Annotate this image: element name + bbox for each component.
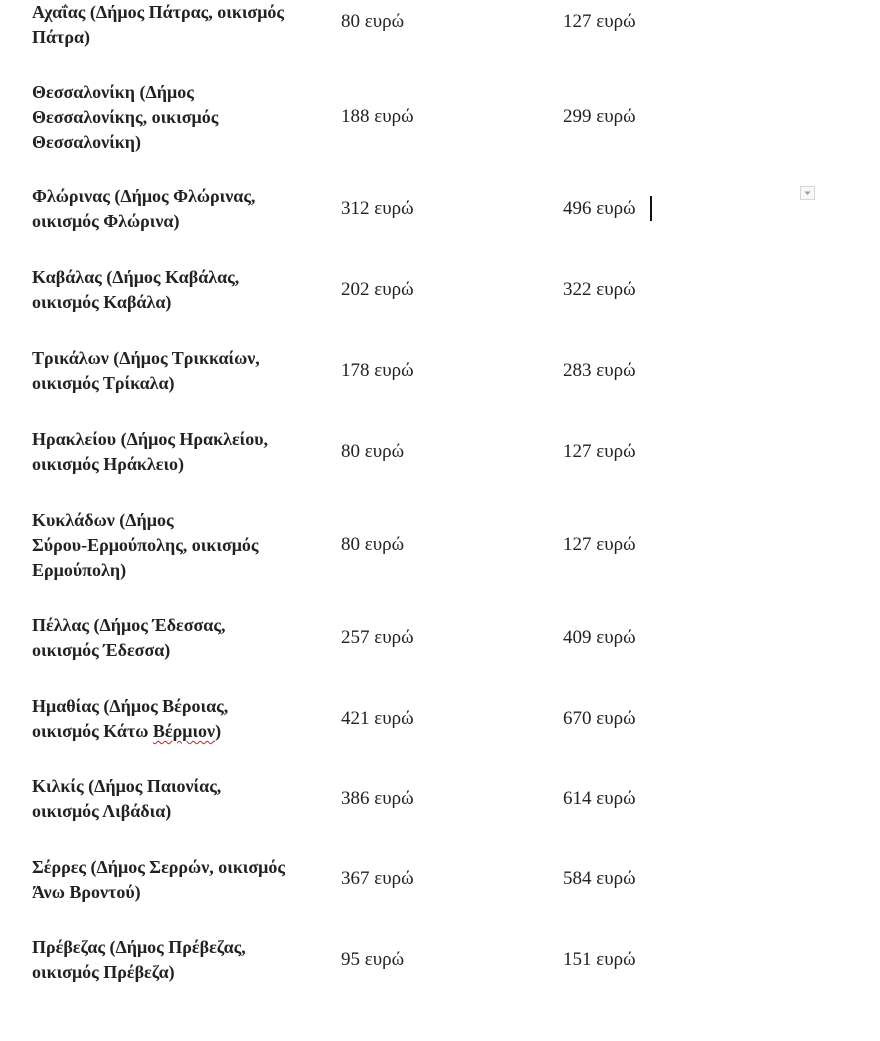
prefecture-line: Σύρου-Ερμούπολης, οικισμός: [32, 535, 259, 555]
prefecture-cell[interactable]: [32, 855, 337, 905]
prefecture-cell[interactable]: [32, 265, 337, 315]
price-cell-1[interactable]: 80 ευρώ: [341, 441, 405, 462]
prefecture-line: οικισμός Έδεσσα): [32, 640, 171, 660]
price-cell-2[interactable]: 584 ευρώ: [563, 868, 636, 889]
prefecture-line: οικισμός Φλώρινα): [32, 211, 180, 231]
price-cell-1[interactable]: 202 ευρώ: [341, 279, 414, 300]
price-cell-2[interactable]: 670 ευρώ: [563, 708, 636, 729]
prefecture-line: Τρικάλων (Δήμος Τρικκαίων,: [32, 348, 260, 368]
prefecture-line: Κυκλάδων (Δήμος: [32, 510, 174, 530]
price-cell-2[interactable]: 496 ευρώ: [563, 198, 636, 219]
price-cell-1[interactable]: 312 ευρώ: [341, 198, 414, 219]
prefecture-line: οικισμός Ηράκλειο): [32, 454, 185, 474]
price-cell-2[interactable]: 299 ευρώ: [563, 106, 636, 127]
price-cell-1[interactable]: 80 ευρώ: [341, 534, 405, 555]
prefecture-cell[interactable]: [32, 427, 337, 477]
prefecture-line: Πάτρα): [32, 27, 91, 47]
prefecture-cell[interactable]: [32, 694, 337, 744]
price-cell-1[interactable]: 95 ευρώ: [341, 949, 405, 970]
prefecture-line: οικισμός Πρέβεζα): [32, 962, 175, 982]
price-cell-1[interactable]: 188 ευρώ: [341, 106, 414, 127]
price-cell-2[interactable]: 283 ευρώ: [563, 360, 636, 381]
price-cell-2[interactable]: 614 ευρώ: [563, 788, 636, 809]
prefecture-line: Πρέβεζας (Δήμος Πρέβεζας,: [32, 937, 246, 957]
prefecture-line: Καβάλας (Δήμος Καβάλας,: [32, 267, 240, 287]
text-cursor: [650, 196, 652, 221]
prefecture-line: Κιλκίς (Δήμος Παιονίας,: [32, 776, 222, 796]
prefecture-cell[interactable]: [32, 613, 337, 663]
prefecture-cell[interactable]: [32, 184, 337, 234]
prefecture-line: Άνω Βροντού): [32, 882, 141, 902]
prefecture-line: οικισμός Τρίκαλα): [32, 373, 175, 393]
price-cell-1[interactable]: 386 ευρώ: [341, 788, 414, 809]
cell-dropdown-button[interactable]: [800, 186, 815, 200]
prefecture-line: οικισμός Καβάλα): [32, 292, 172, 312]
prefecture-cell[interactable]: [32, 508, 337, 583]
prefecture-cell[interactable]: [32, 80, 337, 155]
prefecture-line: Ερμούπολη): [32, 560, 127, 580]
price-cell-2[interactable]: 151 ευρώ: [563, 949, 636, 970]
prefecture-line: οικισμός Κάτω Βέρμιον): [32, 721, 222, 741]
prefecture-cell[interactable]: [32, 774, 337, 824]
price-cell-1[interactable]: 421 ευρώ: [341, 708, 414, 729]
prefecture-cell[interactable]: [32, 346, 337, 396]
price-cell-2[interactable]: 127 ευρώ: [563, 11, 636, 32]
spellcheck-underline: Βέρμιον: [152, 721, 216, 741]
prefecture-line: Θεσσαλονίκη): [32, 132, 141, 152]
prefecture-line: Θεσσαλονίκης, οικισμός: [32, 107, 219, 127]
price-cell-2[interactable]: 127 ευρώ: [563, 534, 636, 555]
prefecture-line: Ημαθίας (Δήμος Βέροιας,: [32, 696, 229, 716]
price-cell-2[interactable]: 322 ευρώ: [563, 279, 636, 300]
price-cell-1[interactable]: 257 ευρώ: [341, 627, 414, 648]
prefecture-line: οικισμός Λιβάδια): [32, 801, 172, 821]
prefecture-cell[interactable]: [32, 0, 337, 50]
price-cell-1[interactable]: 178 ευρώ: [341, 360, 414, 381]
prefecture-line: Φλώρινας (Δήμος Φλώρινας,: [32, 186, 256, 206]
price-cell-1[interactable]: 367 ευρώ: [341, 868, 414, 889]
prefecture-line: Αχαΐας (Δήμος Πάτρας, οικισμός: [32, 2, 285, 22]
prefecture-line: Σέρρες (Δήμος Σερρών, οικισμός: [32, 857, 285, 877]
prefecture-line: Ηρακλείου (Δήμος Ηρακλείου,: [32, 429, 269, 449]
prefecture-cell[interactable]: [32, 935, 337, 985]
prefecture-line: Θεσσαλονίκη (Δήμος: [32, 82, 194, 102]
chevron-down-icon: [801, 187, 814, 199]
price-cell-1[interactable]: 80 ευρώ: [341, 11, 405, 32]
prefecture-line: Πέλλας (Δήμος Έδεσσας,: [32, 615, 226, 635]
price-cell-2[interactable]: 409 ευρώ: [563, 627, 636, 648]
price-cell-2[interactable]: 127 ευρώ: [563, 441, 636, 462]
